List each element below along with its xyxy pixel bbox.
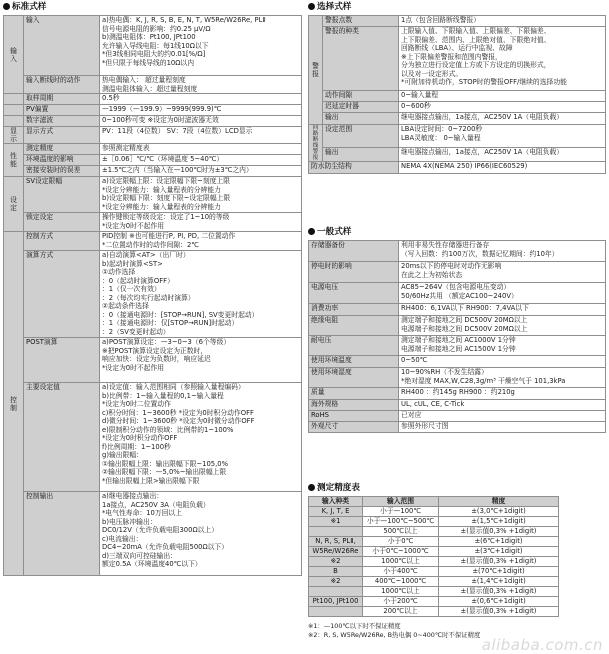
- row-value: 0.5秒: [100, 94, 302, 105]
- table-row: [309, 577, 559, 587]
- row-value: 参照测定精度表: [100, 144, 302, 155]
- row-value: 参照外形尺寸图: [399, 422, 606, 433]
- bullet-icon: [308, 484, 315, 491]
- row-value: RH400：6,1VA以下 RH900：7,4VA以下: [399, 304, 606, 316]
- accuracy-cell: ±(1,5℃+1digit): [439, 517, 559, 527]
- table-row: [309, 597, 559, 607]
- row-value: LBA设定时间：0~7200秒 LBA灵敏度： 0~输入量程: [399, 125, 606, 148]
- table-row: [309, 537, 559, 547]
- bullet-icon: [308, 228, 315, 235]
- group-input: 输 入: [4, 16, 24, 94]
- input-type-cell: ※2: [309, 577, 363, 587]
- row-label: 迟延定时器: [323, 102, 399, 113]
- section-title-text: 选择式样: [317, 2, 352, 12]
- column-header: 输入范围: [363, 497, 439, 507]
- table-row: [309, 517, 559, 527]
- accuracy-cell: ±(显示值0,3% +1digit): [439, 607, 559, 617]
- row-label: 海外规格: [309, 400, 399, 411]
- table-row: [309, 547, 559, 557]
- row-label: 测定精度: [24, 144, 100, 155]
- row-label: 主要设定值: [24, 383, 100, 492]
- group-alarm: 警 报: [309, 16, 323, 125]
- row-label: 锁定设定: [24, 213, 100, 232]
- general-spec-table: [308, 240, 606, 433]
- row-label: 输出: [323, 147, 399, 161]
- row-value: 0~50℃: [399, 356, 606, 368]
- input-range-cell: 1000℃以上: [363, 587, 439, 597]
- input-type-cell: [309, 607, 363, 617]
- row-label: 设定范围: [323, 125, 399, 148]
- row-value: 继电器接点输出，1a接点，AC250V 1A（电阻负载）: [399, 147, 606, 161]
- input-range-cell: 小于400℃: [363, 567, 439, 577]
- bullet-icon: [3, 3, 10, 10]
- row-label: 控制方式: [24, 232, 100, 251]
- row-label: 防水防尘结构: [309, 162, 399, 174]
- row-value: a)自动演算<AT>（出厂时） b)起动时演算<ST> ①动作选择 ：0（起动时演算OFF） ：1（仅一次有效） ：2（每次均实行起动时演算） ②起动条件选择 ：0（接通电源时：[STOP→RUN], SV变更时起动） ：1（接通电源时：仅[STOP→RUN]时起动） ：2（SV变更时起动）: [100, 251, 302, 338]
- row-label: 演算方式: [24, 251, 100, 338]
- row-label: POST演算: [24, 338, 100, 383]
- table-row: [309, 587, 559, 597]
- row-value: RH400 ：约145g RH900 ：约210g: [399, 388, 606, 400]
- row-label: 取样周期: [24, 94, 100, 105]
- row-label: 使用环境湿度: [309, 368, 399, 388]
- row-label: 输入: [24, 16, 100, 76]
- row-value: 上限输入值、下限输入值、上限偏差、下限偏差、 上下限偏差、范围内、上限绝对值、下限绝对值、 回路断线（LBA）、运行中监视、故障 ※上下限偏差警报和范围内警报， 分为独立进行设定值上方或下方设定的切换形式， 以及对一设定形式。 *可附加待机动作，STOP时的警报OFF/继续的选择功能: [399, 27, 606, 91]
- group-blank: [4, 116, 24, 127]
- table-row: [309, 527, 559, 537]
- row-label: 数字滤波: [24, 116, 100, 127]
- input-range-cell: 400℃~1000℃: [363, 577, 439, 587]
- group-control: 控 制: [4, 232, 24, 576]
- input-type-cell: K, J, T, E: [309, 507, 363, 517]
- group-blank: [4, 94, 24, 105]
- row-value: 1点（包含回路断线警报）: [399, 16, 606, 27]
- row-value: 20ms以下的停电时对动作无影响 在此之上为初始状态: [399, 262, 606, 283]
- input-type-cell: Pt100, JPt100: [309, 597, 363, 607]
- row-value: a)热电偶：K, J, R, S, B, E, N, T, W5Re/W26Re, PLⅡ 信号电源电阻的影响：约0.25 μV/Ω b)测温电阻体：Pt100, JPt100 允许输入导线电阻：每1线10Ω以下 *但3线相同电阻大的约0.01[%/Ω] *但只限于每线导线的10Ω以内: [100, 16, 302, 76]
- input-type-cell: ※1: [309, 517, 363, 527]
- input-type-cell: N, R, S, PLⅡ,: [309, 537, 363, 547]
- row-value: 0~输入量程: [399, 91, 606, 102]
- section-title-text: 标准式样: [12, 2, 47, 12]
- accuracy-cell: ±(6℃+1digit): [439, 537, 559, 547]
- row-label: 密接安装时的误差: [24, 166, 100, 177]
- accuracy-cell: ±(70℃+1digit): [439, 567, 559, 577]
- group-performance: 性 能: [4, 144, 24, 177]
- row-label: 显示方式: [24, 127, 100, 144]
- row-label: 控制输出: [24, 492, 100, 576]
- row-value: 热电偶输入： 超过量程刻度 测温电阻体输入：超过量程刻度: [100, 76, 302, 94]
- accuracy-cell: ±(显示值0,3% +1digit): [439, 557, 559, 567]
- row-label: 环境温度的影响: [24, 155, 100, 166]
- footnote-1: ※1：—100℃以下时不保证精度: [308, 622, 401, 630]
- column-header: 精度: [439, 497, 559, 507]
- group-blank: [4, 105, 24, 116]
- column-header: 输入种类: [309, 497, 363, 507]
- accuracy-cell: ±(显示值0,3% +1digit): [439, 527, 559, 537]
- input-range-cell: 小于—100℃~500℃: [363, 517, 439, 527]
- row-value: 继电器接点输出，1a接点，AC250V 1A（电阻负载）: [399, 113, 606, 125]
- accuracy-table: [308, 496, 559, 617]
- bullet-icon: [308, 3, 315, 10]
- accuracy-cell: ±(3℃+1digit): [439, 547, 559, 557]
- row-label: 外观尺寸: [309, 422, 399, 433]
- row-value: 10~90%RH（不发生结露） *绝对湿度 MAX,W,C28,3g/m³ 干燥空气于 101,3kPa: [399, 368, 606, 388]
- input-range-cell: 1000℃以上: [363, 557, 439, 567]
- row-label: 电源电压: [309, 283, 399, 304]
- table-row: [309, 507, 559, 517]
- table-row: [309, 557, 559, 567]
- row-value: 已对应: [399, 411, 606, 422]
- accuracy-cell: ±(1,4℃+1digit): [439, 577, 559, 587]
- row-value: ±1.5℃之内（当输入在—100℃时为±3℃之内）: [100, 166, 302, 177]
- footnote-2: ※2：R, S, W5Re/W26Re, B热电偶 0~400℃时不保证精度: [308, 631, 481, 639]
- row-label: RoHS: [309, 411, 399, 422]
- row-label: 质量: [309, 388, 399, 400]
- input-range-cell: 小于—100℃: [363, 507, 439, 517]
- row-value: 操作键锁定等级设定：设定了1~10的等级 *设定为0时不起作用: [100, 213, 302, 232]
- row-label: 绝缘电阻: [309, 316, 399, 336]
- row-label: 消费功率: [309, 304, 399, 316]
- row-value: 0~600秒: [399, 102, 606, 113]
- input-range-cell: 200℃以上: [363, 607, 439, 617]
- section-title-text: 一般式样: [317, 227, 352, 237]
- row-label: 警报的种类: [323, 27, 399, 91]
- accuracy-cell: ±(3,0℃+1digit): [439, 507, 559, 517]
- input-range-cell: 小于200℃: [363, 597, 439, 607]
- selection-spec-table: [308, 15, 606, 174]
- row-value: UL, cUL, CE, C-Tick: [399, 400, 606, 411]
- row-label: 警报点数: [323, 16, 399, 27]
- row-value: a)设定值：输入范围相同（参照输入量程编码） b)比例带：1~输入量程的0,1~输入量程 *设定为0时二位置动作 c)积分时间：1~3600秒 *设定为0时积分动作OFF d)微分时间：1~3600秒 *设定为0时微分动作OFF e)限制积分动作的领域：比例带的1~100% *设定为0时积分动作OFF f)比例周期：1~100秒 g)输出限幅： ①输出限幅上限：输出限幅下限~105,0% ②输出限幅下限：—5,0%~输出限幅上限 *但输出限幅上限>输出限幅下限: [100, 383, 302, 492]
- input-type-cell: B: [309, 567, 363, 577]
- row-label: SV设定限幅: [24, 177, 100, 213]
- standard-spec-table: [3, 15, 302, 576]
- section-title-general: [308, 227, 351, 237]
- row-value: a)POST演算设定：—3~0~3（6个等级） ※把POST演算设定设定为正数时， 响应加快：设定为负数时，响应延迟 *设定为0时不起作用: [100, 338, 302, 383]
- table-row: [309, 607, 559, 617]
- row-value: PID控制 ※也可能进行P, PI, PD, 二位置动作 *二位置动作时的动作间隙：2℃: [100, 232, 302, 251]
- input-range-cell: 小于0℃~1000℃: [363, 547, 439, 557]
- input-type-cell: [309, 527, 363, 537]
- row-value: 测定端子和接地之间 DC500V 20MΩ以上 电源端子和接地之间 DC500V 20MΩ以上: [399, 316, 606, 336]
- section-title-standard: [3, 2, 46, 12]
- row-value: —1999（—199.9）~9999(999.9)℃: [100, 105, 302, 116]
- input-type-cell: [309, 587, 363, 597]
- row-label: 耐电压: [309, 336, 399, 356]
- row-label: 动作间隙: [323, 91, 399, 102]
- row-value: NEMA 4X(NEMA 250) IP66(IEC60529): [399, 162, 606, 174]
- input-type-cell: ※2: [309, 557, 363, 567]
- input-range-cell: 小于0℃: [363, 537, 439, 547]
- row-value: 利用非易失性存储器进行备存 （写入回数：约100万次，数据记忆期间：约10年）: [399, 241, 606, 262]
- row-label: 停电时的影响: [309, 262, 399, 283]
- row-label: 输出: [323, 113, 399, 125]
- row-value: a)继电器接点输出： 1a接点，AC250V 3A（电阻负载） *电气性寿命：10万回以上 b)电压脉冲输出： DC0/12V（允许负载电阻300Ω以上） c)电流输出： DC4~20mA（允许负载电阻500Ω以下） d)三端双向可控硅输出： 额定0.5A（环境温度40℃以下）: [100, 492, 302, 576]
- row-value: ±［0.06］℃/℃（环境温度 5~40℃）: [100, 155, 302, 166]
- table-row: [309, 567, 559, 577]
- accuracy-cell: ±(0,6℃+1digit): [439, 597, 559, 607]
- input-type-cell: W5Re/W26Re: [309, 547, 363, 557]
- section-title-text: 测定精度表: [317, 483, 360, 493]
- row-label: 输入断线时的动作: [24, 76, 100, 94]
- accuracy-cell: ±(显示值0,3% +1digit): [439, 587, 559, 597]
- row-label: 存储器备份: [309, 241, 399, 262]
- row-label: PV偏置: [24, 105, 100, 116]
- row-value: 测定端子和接地之间 AC1000V 1分钟 电源端子和接地之间 AC1500V 1分钟: [399, 336, 606, 356]
- watermark: alibaba.com.cn: [481, 636, 603, 654]
- row-value: 0~100秒可变 ※设定为0时滤波器无效: [100, 116, 302, 127]
- row-value: AC85~264V（包含电源电压变动） 50/60Hz共用 （额定AC100~240V）: [399, 283, 606, 304]
- row-value: PV：11段（4位数） SV：7段（4位数）LCD显示: [100, 127, 302, 144]
- row-label: 使用环境温度: [309, 356, 399, 368]
- group-display: 显 示: [4, 127, 24, 144]
- section-title-measurement: [308, 483, 360, 493]
- group-setting: 设 定: [4, 177, 24, 232]
- input-range-cell: 500℃以上: [363, 527, 439, 537]
- section-title-selection: [308, 2, 351, 12]
- group-loop-break-alarm: 回 路 断 线 警 报: [309, 125, 323, 162]
- row-value: a)设定限幅上限：设定限幅下限~刻度上限 *设定分辨能力：输入量程表的分辨能力 b)设定限幅下限：刻度下限~设定限幅上限 *设定分辨能力：输入量程表的分辨能力: [100, 177, 302, 213]
